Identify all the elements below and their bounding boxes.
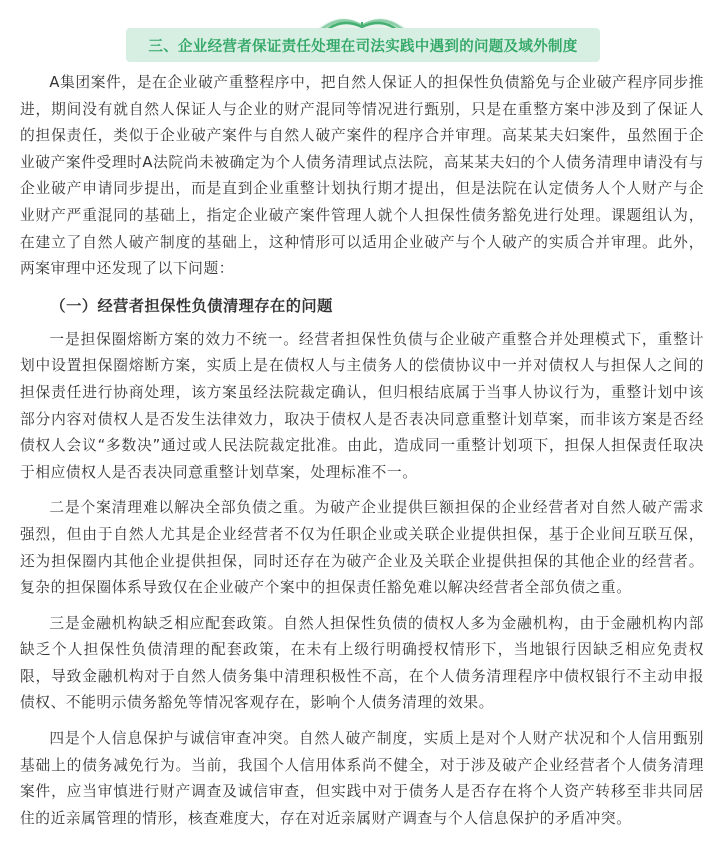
section-header: [126, 0, 600, 62]
article-body: [20, 70, 704, 832]
issue-paragraph-4: 四是个人信息保护与诚信审查冲突。自然人破产制度，实质上是对个人财产状况和个人信用甄别基础上的债务减免行为。当前，我国个人信用体系尚不健全，对于涉及破产企业经营者个人债务清理案件，应当审慎进行财产调查及诚信审查，但实践中对于债务人是否存在将个人资产转移至非共同居住的近亲属管理的情形，核查难度大，存在对近亲属财产调查与个人信息保护的矛盾冲突。: [20, 730, 704, 827]
subsection-heading: （一）经营者担保性负债清理存在的问题: [50, 296, 333, 315]
intro-paragraph: A集团案件，是在企业破产重整程序中，把自然人保证人的担保性负债豁免与企业破产程序同步推进，期间没有就自然人保证人与企业的财产混同等情况进行甄别，只是在重整方案中涉及到了保证人的担保责任，类似于企业破产案件与自然人破产案件的程序合并审理。高某某夫妇案件，虽然囿于企业破产案件受理时A法院尚未被确定为个人债务清理试点法院，高某某夫妇的个人债务清理申请没有与企业破产申请同步提出，而是直到企业重整计划执行期才提出，但是法院在认定债务人个人财产与企业财产严重混同的基础上，指定企业破产案件管理人就个人担保性债务豁免进行处理。课题组认为，在建立了自然人破产制度的基础上，这种情形可以适用企业破产与个人破产的实质合并审理。此外，两案审理中还发现了以下问题：: [20, 74, 704, 278]
open-book-icon: [312, 0, 412, 30]
issue-paragraph-2: 二是个案清理难以解决全部负债之重。为破产企业提供巨额担保的企业经营者对自然人破产需求强烈，但由于自然人尤其是企业经营者不仅为任职企业或关联企业提供担保，基于企业间互联互保，还为担保圈内其他企业提供担保，同时还存在为破产企业及关联企业提供担保的其他企业的经营者。复杂的担保圈体系导致仅在企业破产个案中的担保责任豁免难以解决经营者全部负债之重。: [20, 499, 704, 597]
section-title-banner: [126, 28, 600, 62]
issue-paragraph-3: 三是金融机构缺乏相应配套政策。自然人担保性负债的债权人多为金融机构，由于金融机构内部缺乏个人担保性负债清理的配套政策，在未有上级行明确授权情形下，当地银行因缺乏相应免责权限，导致金融机构对于自然人债务集中清理积极性不高，在个人债务清理程序中债权银行不主动申报债权、不能明示债务豁免等情况客观存在，影响个人债务清理的效果。: [20, 614, 704, 712]
issue-paragraph-1: 一是担保圈熔断方案的效力不统一。经营者担保性负债与企业破产重整合并处理模式下，重整计划中设置担保圈熔断方案，实质上是在债权人与主债务人的偿债协议中一并对债权人与担保人之间的担保责任进行协商处理，该方案虽经法院裁定确认，但归根结底属于当事人协议行为，重整计划中该部分内容对债权人是否发生法律效力，取决于债权人是否表决同意重整计划草案，而非该方案是否经债权人会议“多数决”通过或人民法院裁定批准。由此，造成同一重整计划项下，担保人担保责任取决于相应债权人是否表决同意重整计划草案，处理标准不一。: [20, 330, 704, 481]
section-title: 三、企业经营者保证责任处理在司法实践中遇到的问题及域外制度: [148, 38, 578, 55]
